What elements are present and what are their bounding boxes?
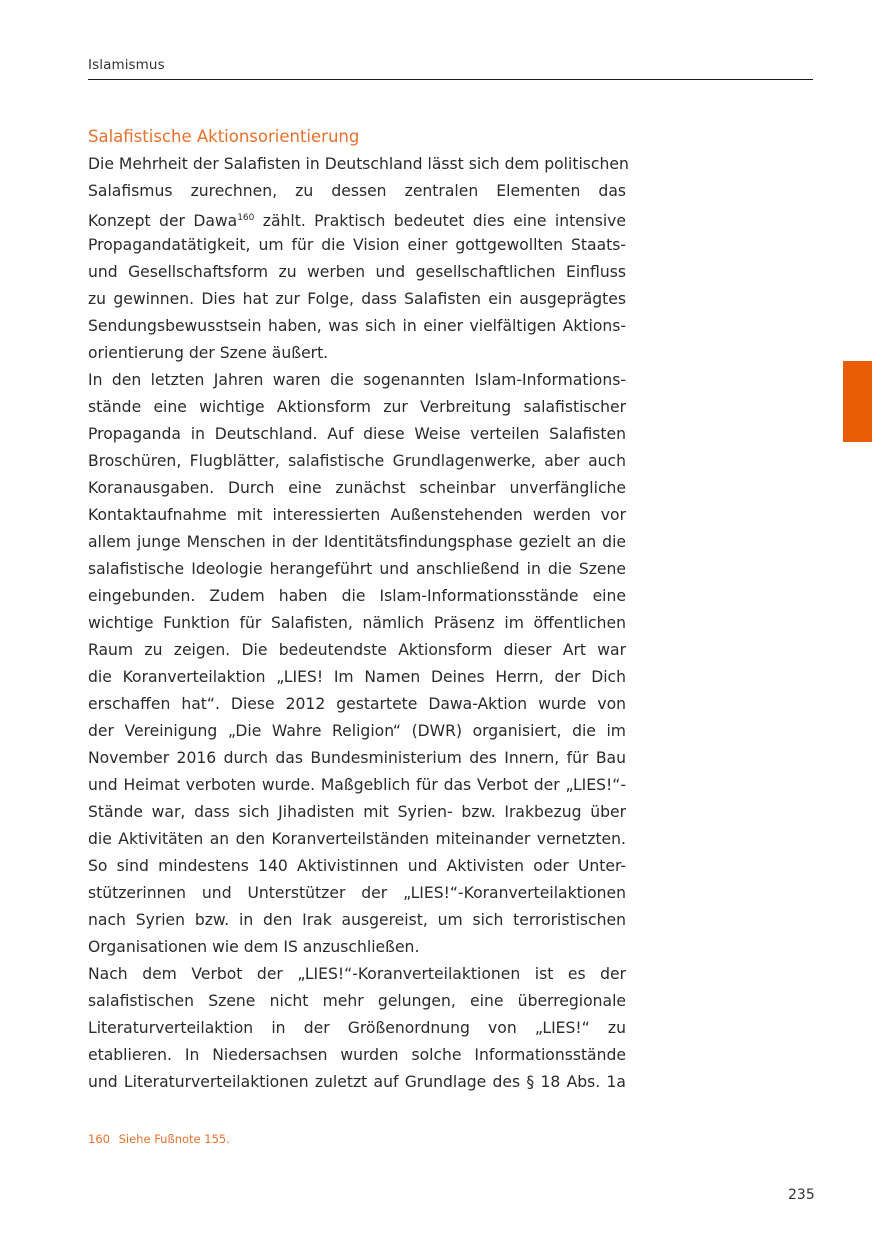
- text-line: zu gewinnen. Dies hat zur Folge, dass Salafisten ein ausgeprägtes: [88, 290, 626, 308]
- text-line: So sind mindestens 140 Aktivistinnen und Aktivisten oder Unter-: [88, 857, 626, 875]
- text-line: Koranausgaben. Durch eine zunächst scheinbar unverfängliche: [88, 479, 626, 497]
- text-line: die Aktivitäten an den Koranverteilständen miteinander vernetzten.: [88, 830, 626, 848]
- text-line: wichtige Funktion für Salafisten, nämlich Präsenz im öffentlichen: [88, 614, 626, 632]
- text-line: Stände war, dass sich Jihadisten mit Syrien- bzw. Irakbezug über: [88, 803, 626, 821]
- footnote-text: Siehe Fußnote 155.: [118, 1132, 230, 1146]
- text-line: stände eine wichtige Aktionsform zur Verbreitung salafistischer: [88, 398, 626, 416]
- text-line: Organisationen wie dem IS anzuschließen.: [88, 938, 420, 956]
- text-line: allem junge Menschen in der Identitätsfindungsphase gezielt an die: [88, 533, 626, 551]
- text-line: November 2016 durch das Bundesministerium des Innern, für Bau: [88, 749, 626, 767]
- text-line: Broschüren, Flugblätter, salafistische Grundlagenwerke, aber auch: [88, 452, 626, 470]
- text-line: salafistischen Szene nicht mehr gelungen, eine überregionale: [88, 992, 626, 1010]
- text-line: der Vereinigung „Die Wahre Religion“ (DWR) organisiert, die im: [88, 722, 626, 740]
- text-line: erschaffen hat“. Diese 2012 gestartete Dawa-Aktion wurde von: [88, 695, 626, 713]
- text-line: In den letzten Jahren waren die sogenannten Islam-Informations-: [88, 371, 626, 389]
- running-head: Islamismus: [88, 57, 165, 73]
- text-line: salafistische Ideologie herangeführt und anschließend in die Szene: [88, 560, 626, 578]
- chapter-thumb-tab: [843, 361, 872, 442]
- text-line: die Koranverteilaktion „LIES! Im Namen Deines Herrn, der Dich: [88, 668, 626, 686]
- text-line: Sendungsbewusstsein haben, was sich in einer vielfältigen Aktions-: [88, 317, 626, 335]
- footnote: [88, 1132, 230, 1146]
- text-line: Die Mehrheit der Salafisten in Deutschland lässt sich dem politischen: [88, 155, 629, 173]
- text-line: Literaturverteilaktion in der Größenordnung von „LIES!“ zu: [88, 1019, 626, 1037]
- page-number: 235: [788, 1187, 815, 1203]
- body-text: [88, 151, 629, 1096]
- footnote-reference[interactable]: 160: [237, 213, 255, 223]
- text-line: Propagandatätigkeit, um für die Vision einer gottgewollten Staats-: [88, 236, 626, 254]
- text-line: Nach dem Verbot der „LIES!“-Koranverteilaktionen ist es der: [88, 965, 626, 983]
- text-line: Kontaktaufnahme mit interessierten Außenstehenden werden vor: [88, 506, 626, 524]
- text-line: stützerinnen und Unterstützer der „LIES!“-Koranverteilaktionen: [88, 884, 626, 902]
- footnote-number: 160: [88, 1132, 110, 1146]
- text-line: Salafismus zurechnen, zu dessen zentralen Elementen das: [88, 182, 626, 200]
- text-line: etablieren. In Niedersachsen wurden solche Informationsstände: [88, 1046, 626, 1064]
- text-line: Propaganda in Deutschland. Auf diese Weise verteilen Salafisten: [88, 425, 626, 443]
- text-line: nach Syrien bzw. in den Irak ausgereist, um sich terroristischen: [88, 911, 626, 929]
- paragraph: [88, 367, 626, 961]
- text-line: Konzept der Dawa$^{160}$ zählt. Praktisch bedeutet dies eine intensive: [88, 212, 626, 230]
- text-line: und Literaturverteilaktionen zuletzt auf Grundlage des § 18 Abs. 1a: [88, 1073, 626, 1091]
- section-title: Salafistische Aktionsorientierung: [88, 127, 360, 146]
- text-line: eingebunden. Zudem haben die Islam-Informationsstände eine: [88, 587, 626, 605]
- paragraph: [88, 961, 626, 1096]
- text-line: und Heimat verboten wurde. Maßgeblich für das Verbot der „LIES!“-: [88, 776, 626, 794]
- text-line: Raum zu zeigen. Die bedeutendste Aktionsform dieser Art war: [88, 641, 626, 659]
- text-line: orientierung der Szene äußert.: [88, 344, 329, 362]
- paragraph: [88, 151, 629, 367]
- header-rule: [88, 79, 813, 80]
- text-line: und Gesellschaftsform zu werben und gesellschaftlichen Einfluss: [88, 263, 626, 281]
